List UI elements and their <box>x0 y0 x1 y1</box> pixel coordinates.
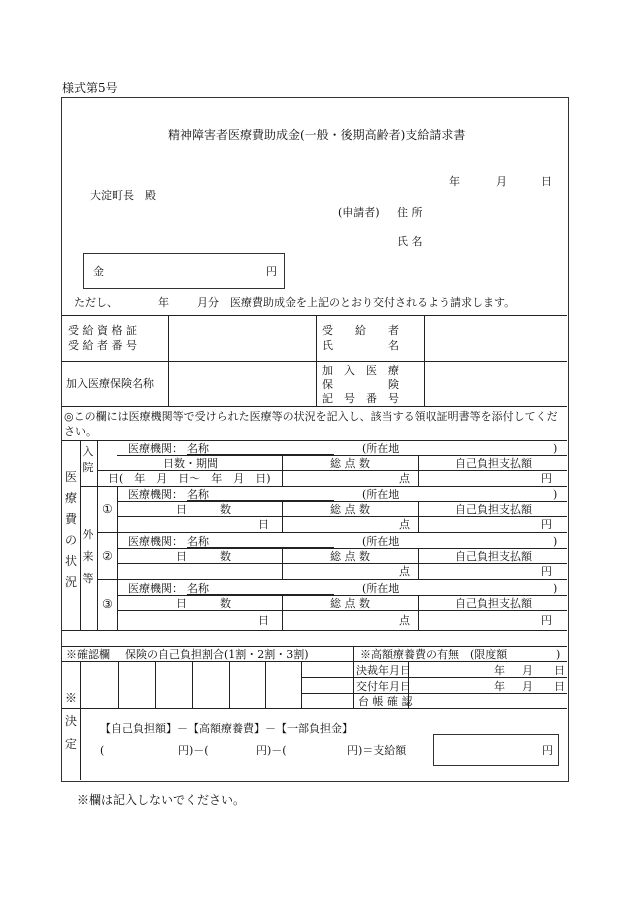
status-vertical-label: 医療費の状況 <box>64 470 77 589</box>
amount-box[interactable] <box>83 253 285 289</box>
outpatient1-yen-unit: 円 <box>541 518 552 531</box>
applicant-name-label[interactable]: 氏 名 <box>397 235 423 248</box>
decision-date-label: 決裁年月日 <box>356 664 411 677</box>
cert-label-2: 受 給 者 番 号 <box>68 339 137 352</box>
outpatient2-yen-unit: 円 <box>541 565 552 578</box>
outpatient3-day-unit: 日 <box>258 614 269 627</box>
payment-amount-yen: 円 <box>542 744 553 757</box>
instruction-note: ◎この欄には医療機関等で受けられた医療等の状況を記入し、該当する領収証明書等を添付してください。 <box>64 410 558 438</box>
inpatient-vertical-label: 入院 <box>82 445 94 474</box>
outpatient2-institution-label: 医療機関： <box>128 535 183 548</box>
inpatient-period-field[interactable]: 日( 年 月 日～ 年 月 日) <box>108 472 271 485</box>
outpatient2-location-close: ) <box>553 535 558 548</box>
formula-highcost-unit[interactable]: 円)－( <box>256 744 287 757</box>
form-number: 様式第5号 <box>62 81 118 95</box>
insurance-name-label: 加入医療保険名称 <box>66 377 154 390</box>
formula-open-1: ( <box>100 744 105 757</box>
recipient-label-2: 氏 名 <box>322 339 399 352</box>
outpatient1-total-points-header: 総 点 数 <box>330 503 370 516</box>
ledger-check-label: 台 帳 確 認 <box>358 695 413 708</box>
date-year[interactable]: 年 <box>449 175 460 188</box>
outpatient2-institution-name[interactable]: 名称 <box>187 536 334 548</box>
outpatient1-days-header: 日 数 <box>176 503 231 516</box>
request-text: 月分 医療費助成金を上記のとおり交付されるよう請求します。 <box>197 296 516 309</box>
outpatient1-institution-label: 医療機関： <box>128 488 183 501</box>
form-title: 精神障害者医療費助成金(一般・後期高齢者)支給請求書 <box>168 128 466 142</box>
decision-date-day[interactable]: 日 <box>554 664 565 677</box>
outpatient3-total-points-header: 総 点 数 <box>330 597 370 610</box>
issue-date-month[interactable]: 月 <box>522 680 533 693</box>
formula-copay-unit[interactable]: 円)－( <box>178 744 209 757</box>
outpatient2-total-points-header: 総 点 数 <box>330 550 370 563</box>
inpatient-days-period-header: 日数・期間 <box>163 457 218 470</box>
outpatient1-points-unit: 点 <box>399 518 410 531</box>
outpatient3-institution-label: 医療機関： <box>128 582 183 595</box>
decision-vertical-label: ※決定 <box>64 691 77 751</box>
amount-unit: 円 <box>266 265 277 278</box>
outpatient3-days-header: 日 数 <box>176 597 231 610</box>
date-day[interactable]: 日 <box>541 175 552 188</box>
outpatient3-location-label[interactable]: (所在地 <box>362 582 400 595</box>
burden-ratio-field[interactable]: 保険の自己負担割合(1割・2割・3割) <box>125 648 309 661</box>
outpatient1-institution-name[interactable]: 名称 <box>187 489 334 501</box>
outpatient1-location-close: ) <box>553 488 558 501</box>
date-month[interactable]: 月 <box>496 175 507 188</box>
formula-header: 【自己負担額】－【高額療養費】－【一部負担金】 <box>100 722 353 735</box>
insurer-label-3: 記 号 番 号 <box>322 392 399 405</box>
confirm-label: ※確認欄 <box>66 648 110 661</box>
outpatient3-institution-name[interactable]: 名称 <box>187 583 334 595</box>
inpatient-institution-label: 医療機関： <box>128 442 183 455</box>
issue-date-year[interactable]: 年 <box>494 680 505 693</box>
insurer-label-2: 保 険 <box>322 378 399 391</box>
payment-amount-box[interactable] <box>433 734 559 766</box>
applicant-address-label[interactable]: 住 所 <box>397 206 423 219</box>
outpatient-mark-1: ① <box>102 502 113 516</box>
issue-date-label: 交付年月日 <box>356 680 411 693</box>
outpatient3-location-close: ) <box>553 582 558 595</box>
addressee: 大淀町長 殿 <box>90 189 156 202</box>
footer-note: ※欄は記入しないでください。 <box>77 793 246 807</box>
outpatient2-location-label[interactable]: (所在地 <box>362 535 400 548</box>
request-year[interactable]: 年 <box>158 296 169 309</box>
outpatient-mark-2: ② <box>102 549 113 563</box>
outpatient3-copay-header: 自己負担支払額 <box>455 597 532 610</box>
cert-label-1: 受 給 資 格 証 <box>68 324 137 337</box>
decision-date-year[interactable]: 年 <box>494 664 505 677</box>
outpatient3-yen-unit: 円 <box>541 614 552 627</box>
inpatient-location-label[interactable]: (所在地 <box>362 442 400 455</box>
formula-partial-unit[interactable]: 円)＝支給額 <box>347 744 407 757</box>
insurer-label-1: 加 入 医 療 <box>322 364 399 377</box>
inpatient-copay-header: 自己負担支払額 <box>455 457 532 470</box>
outpatient-vertical-label: 外来等 <box>82 528 94 585</box>
outpatient-mark-3: ③ <box>102 597 113 611</box>
issue-date-day[interactable]: 日 <box>554 680 565 693</box>
outpatient3-points-unit: 点 <box>399 614 410 627</box>
inpatient-yen-unit: 円 <box>541 472 552 485</box>
inpatient-location-close: ) <box>553 442 558 455</box>
high-cost-close: ) <box>556 648 561 661</box>
outpatient2-copay-header: 自己負担支払額 <box>455 550 532 563</box>
amount-label: 金 <box>93 265 104 278</box>
inpatient-points-unit: 点 <box>399 472 410 485</box>
recipient-label-1: 受 給 者 <box>322 324 399 337</box>
outpatient2-days-header: 日 数 <box>176 550 231 563</box>
applicant-label: (申請者) <box>338 206 380 219</box>
outpatient2-points-unit: 点 <box>399 565 410 578</box>
decision-date-month[interactable]: 月 <box>522 664 533 677</box>
request-prefix: ただし、 <box>74 296 118 309</box>
inpatient-institution-name[interactable]: 名称 <box>187 443 334 455</box>
outpatient1-location-label[interactable]: (所在地 <box>362 488 400 501</box>
outpatient1-copay-header: 自己負担支払額 <box>455 503 532 516</box>
inpatient-total-points-header: 総 点 数 <box>330 457 370 470</box>
outpatient1-day-unit: 日 <box>258 518 269 531</box>
high-cost-field[interactable]: ※高額療養費の有無 (限度額 <box>360 648 508 661</box>
